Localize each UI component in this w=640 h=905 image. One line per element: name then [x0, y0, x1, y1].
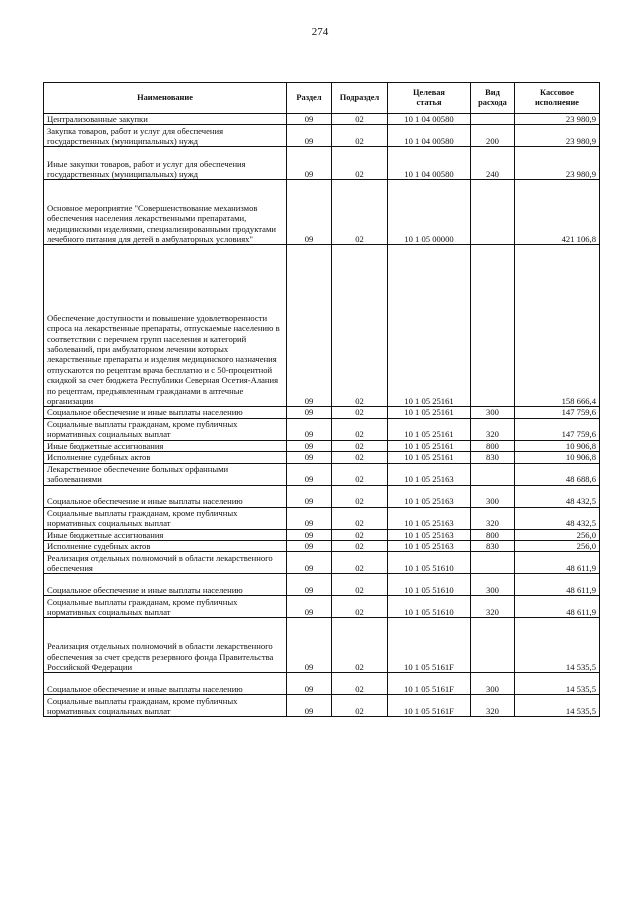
row-subsection-cell: 02: [332, 596, 388, 618]
header-cash-execution: Кассовое исполнение: [515, 83, 600, 114]
row-amount-cell: 147 759,6: [515, 407, 600, 418]
row-section-cell: 09: [287, 529, 332, 540]
row-target-article-cell: 10 1 05 25163: [388, 463, 471, 485]
row-expense-type-cell: 200: [471, 125, 515, 147]
table-row: [44, 485, 600, 507]
row-section-cell: 09: [287, 180, 332, 245]
table-row: [44, 418, 600, 440]
row-amount-cell: 158 666,4: [515, 245, 600, 407]
row-section-cell: 09: [287, 574, 332, 596]
table-row: [44, 618, 600, 673]
row-name-cell: Социальное обеспечение и иные выплаты населению: [44, 673, 287, 695]
row-expense-type-cell: [471, 245, 515, 407]
row-subsection-cell: 02: [332, 245, 388, 407]
row-expense-type-cell: 800: [471, 440, 515, 451]
row-subsection-cell: 02: [332, 180, 388, 245]
table-row: [44, 574, 600, 596]
row-expense-type-cell: 300: [471, 485, 515, 507]
budget-table: [43, 82, 600, 717]
row-amount-cell: 421 106,8: [515, 180, 600, 245]
row-expense-type-cell: 320: [471, 507, 515, 529]
table-row: [44, 180, 600, 245]
row-amount-cell: 147 759,6: [515, 418, 600, 440]
header-target-article: Целевая статья: [388, 83, 471, 114]
table-row: [44, 407, 600, 418]
row-subsection-cell: 02: [332, 147, 388, 180]
header-subsection: Подраздел: [332, 83, 388, 114]
row-name-cell: Социальные выплаты гражданам, кроме публичных нормативных социальных выплат: [44, 596, 287, 618]
row-name-cell: Централизованные закупки: [44, 114, 287, 125]
row-target-article-cell: 10 1 04 00580: [388, 125, 471, 147]
row-subsection-cell: 02: [332, 552, 388, 574]
row-amount-cell: 48 611,9: [515, 552, 600, 574]
row-amount-cell: 256,0: [515, 529, 600, 540]
row-amount-cell: 48 432,5: [515, 507, 600, 529]
row-expense-type-cell: 320: [471, 695, 515, 717]
row-amount-cell: 14 535,5: [515, 673, 600, 695]
row-subsection-cell: 02: [332, 507, 388, 529]
row-expense-type-cell: [471, 552, 515, 574]
table-row: [44, 529, 600, 540]
row-section-cell: 09: [287, 147, 332, 180]
row-section-cell: 09: [287, 440, 332, 451]
row-section-cell: 09: [287, 485, 332, 507]
row-subsection-cell: 02: [332, 440, 388, 451]
row-target-article-cell: 10 1 05 00000: [388, 180, 471, 245]
row-target-article-cell: 10 1 05 25161: [388, 418, 471, 440]
row-target-article-cell: 10 1 05 51610: [388, 596, 471, 618]
row-amount-cell: 23 980,9: [515, 147, 600, 180]
row-expense-type-cell: 320: [471, 596, 515, 618]
row-amount-cell: 10 906,8: [515, 440, 600, 451]
row-target-article-cell: 10 1 05 51610: [388, 574, 471, 596]
row-name-cell: Иные закупки товаров, работ и услуг для обеспечения государственных (муниципальных) нужд: [44, 147, 287, 180]
row-section-cell: 09: [287, 114, 332, 125]
row-target-article-cell: 10 1 05 5161F: [388, 618, 471, 673]
row-name-cell: Исполнение судебных актов: [44, 541, 287, 552]
table-row: [44, 125, 600, 147]
row-name-cell: Иные бюджетные ассигнования: [44, 440, 287, 451]
row-subsection-cell: 02: [332, 541, 388, 552]
row-amount-cell: 23 980,9: [515, 125, 600, 147]
row-section-cell: 09: [287, 407, 332, 418]
row-name-cell: Иные бюджетные ассигнования: [44, 529, 287, 540]
row-target-article-cell: 10 1 05 25163: [388, 507, 471, 529]
row-target-article-cell: 10 1 05 5161F: [388, 673, 471, 695]
row-name-cell: Реализация отдельных полномочий в области лекарственного обеспечения за счет средств резервного фонда Правительства Российской Федерации: [44, 618, 287, 673]
row-name-cell: Социальные выплаты гражданам, кроме публичных нормативных социальных выплат: [44, 418, 287, 440]
row-section-cell: 09: [287, 452, 332, 463]
row-target-article-cell: 10 1 05 25161: [388, 245, 471, 407]
row-expense-type-cell: 830: [471, 452, 515, 463]
row-subsection-cell: 02: [332, 529, 388, 540]
table-row: [44, 695, 600, 717]
row-section-cell: 09: [287, 673, 332, 695]
row-name-cell: Социальное обеспечение и иные выплаты населению: [44, 407, 287, 418]
row-amount-cell: 48 611,9: [515, 574, 600, 596]
table-row: [44, 596, 600, 618]
row-section-cell: 09: [287, 618, 332, 673]
table-row: [44, 245, 600, 407]
row-target-article-cell: 10 1 04 00580: [388, 114, 471, 125]
row-subsection-cell: 02: [332, 418, 388, 440]
row-section-cell: 09: [287, 418, 332, 440]
table-row: [44, 507, 600, 529]
row-amount-cell: 10 906,8: [515, 452, 600, 463]
row-name-cell: Социальные выплаты гражданам, кроме публичных нормативных социальных выплат: [44, 695, 287, 717]
row-target-article-cell: 10 1 05 51610: [388, 552, 471, 574]
row-name-cell: Основное мероприятие "Совершенствование механизмов обеспечения населения лекарственными препаратами, медицинскими изделиями, специализированными продуктами лечебного питания для детей в амбулаторных условиях": [44, 180, 287, 245]
row-name-cell: Социальное обеспечение и иные выплаты населению: [44, 574, 287, 596]
row-section-cell: 09: [287, 541, 332, 552]
header-expense-type: Вид расхода: [471, 83, 515, 114]
row-expense-type-cell: 300: [471, 574, 515, 596]
row-name-cell: Социальные выплаты гражданам, кроме публичных нормативных социальных выплат: [44, 507, 287, 529]
row-subsection-cell: 02: [332, 407, 388, 418]
row-section-cell: 09: [287, 695, 332, 717]
table-row: [44, 452, 600, 463]
table-row: [44, 463, 600, 485]
page-number: 274: [311, 26, 329, 38]
row-expense-type-cell: 300: [471, 673, 515, 695]
row-name-cell: Исполнение судебных актов: [44, 452, 287, 463]
row-amount-cell: 14 535,5: [515, 618, 600, 673]
row-expense-type-cell: [471, 114, 515, 125]
row-target-article-cell: 10 1 05 25161: [388, 452, 471, 463]
row-expense-type-cell: 240: [471, 147, 515, 180]
row-subsection-cell: 02: [332, 695, 388, 717]
row-target-article-cell: 10 1 05 25161: [388, 440, 471, 451]
row-section-cell: 09: [287, 596, 332, 618]
row-target-article-cell: 10 1 04 00580: [388, 147, 471, 180]
row-name-cell: Закупка товаров, работ и услуг для обеспечения государственных (муниципальных) нужд: [44, 125, 287, 147]
row-expense-type-cell: [471, 463, 515, 485]
row-name-cell: Обеспечение доступности и повышение удовлетворенности спроса на лекарственные препараты, отпускаемые населению в соответствии с перечнем групп населения и категорий заболеваний, при амбулаторном лечении которых лекарственные препараты и изделия медицинского назначения отпускаются по рецептам врача бесплатно и с 50-процентной скидкой за счет бюджета Республики Северная Осетия-Алания по рецептам, предъявленным гражданами в аптечные организации: [44, 245, 287, 407]
row-amount-cell: 48 611,9: [515, 596, 600, 618]
row-amount-cell: 48 432,5: [515, 485, 600, 507]
row-subsection-cell: 02: [332, 463, 388, 485]
row-name-cell: Социальное обеспечение и иные выплаты населению: [44, 485, 287, 507]
table-row: [44, 541, 600, 552]
row-subsection-cell: 02: [332, 485, 388, 507]
row-section-cell: 09: [287, 245, 332, 407]
row-expense-type-cell: [471, 618, 515, 673]
row-subsection-cell: 02: [332, 125, 388, 147]
row-amount-cell: 23 980,9: [515, 114, 600, 125]
row-section-cell: 09: [287, 507, 332, 529]
row-name-cell: Реализация отдельных полномочий в области лекарственного обеспечения: [44, 552, 287, 574]
row-subsection-cell: 02: [332, 574, 388, 596]
row-section-cell: 09: [287, 125, 332, 147]
table-row: [44, 147, 600, 180]
row-target-article-cell: 10 1 05 25163: [388, 485, 471, 507]
header-name: Наименование: [44, 83, 287, 114]
table-row: [44, 552, 600, 574]
row-expense-type-cell: 800: [471, 529, 515, 540]
row-subsection-cell: 02: [332, 673, 388, 695]
row-target-article-cell: 10 1 05 25163: [388, 541, 471, 552]
row-expense-type-cell: [471, 180, 515, 245]
row-amount-cell: 48 688,6: [515, 463, 600, 485]
table-row: [44, 114, 600, 125]
header-section: Раздел: [287, 83, 332, 114]
row-section-cell: 09: [287, 552, 332, 574]
table-row: [44, 673, 600, 695]
row-expense-type-cell: 320: [471, 418, 515, 440]
row-expense-type-cell: 300: [471, 407, 515, 418]
row-name-cell: Лекарственное обеспечение больных орфанными заболеваниями: [44, 463, 287, 485]
row-target-article-cell: 10 1 05 25163: [388, 529, 471, 540]
row-subsection-cell: 02: [332, 618, 388, 673]
row-subsection-cell: 02: [332, 114, 388, 125]
row-target-article-cell: 10 1 05 5161F: [388, 695, 471, 717]
table-header-row: [44, 83, 600, 114]
row-section-cell: 09: [287, 463, 332, 485]
row-subsection-cell: 02: [332, 452, 388, 463]
row-amount-cell: 256,0: [515, 541, 600, 552]
table-row: [44, 440, 600, 451]
row-expense-type-cell: 830: [471, 541, 515, 552]
row-amount-cell: 14 535,5: [515, 695, 600, 717]
row-target-article-cell: 10 1 05 25161: [388, 407, 471, 418]
